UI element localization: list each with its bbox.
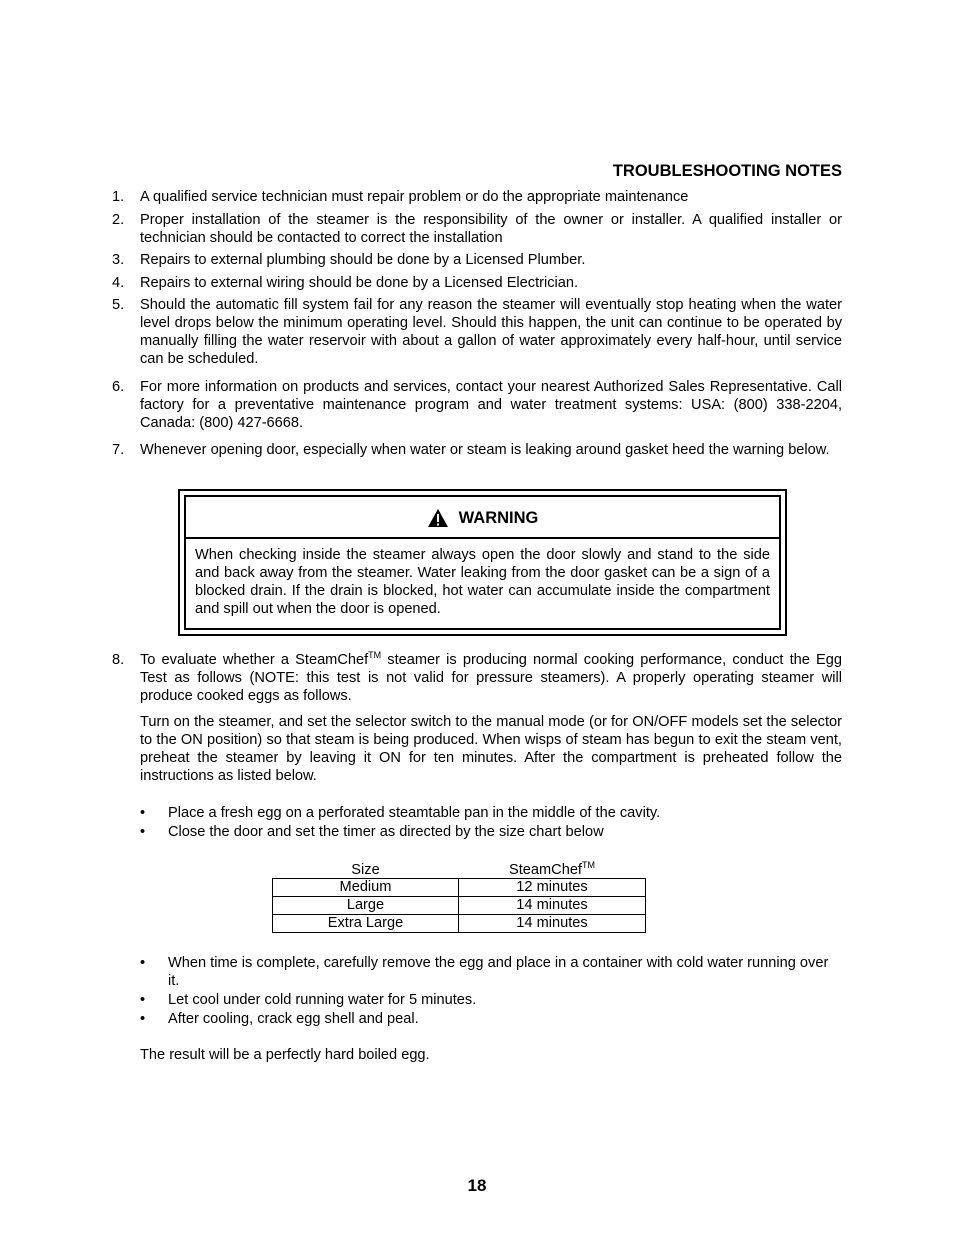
warning-inner-border — [184, 495, 781, 630]
egg-size-table — [272, 858, 646, 933]
list-item — [112, 274, 842, 292]
warning-header — [186, 497, 779, 539]
bullet-dot: • — [140, 824, 146, 840]
table-cell-size: Extra Large — [273, 915, 459, 933]
bullet-item — [140, 991, 842, 1009]
item-text: To evaluate whether a SteamChef™ steamer is producing normal cooking performance, conduct the Egg Test as follows (NOTE: this test is not valid for pressure steamers). A properly operating steamer will produce cooked eggs as follows. — [140, 650, 842, 704]
bullet-text: After cooling, crack egg shell and peal. — [168, 1011, 419, 1027]
item-number: 8. — [112, 652, 125, 668]
list-item — [112, 251, 842, 269]
bullet-text: Place a fresh egg on a perforated steamtable pan in the middle of the cavity. — [168, 805, 661, 821]
item-text: Repairs to external wiring should be done by a Licensed Electrician. — [140, 275, 579, 291]
item-number: 7. — [112, 442, 125, 458]
item-text: For more information on products and services, contact your nearest Authorized Sales Representative. Call factory for a preventative maintenance program and water treatment systems: USA: (800) 338-2204, Canada: (800) 427-6668. — [140, 379, 842, 431]
table-cell-size: Medium — [273, 879, 459, 897]
item-number: 4. — [112, 275, 125, 291]
list-item — [112, 441, 842, 459]
bullet-item — [140, 954, 842, 990]
table-cell-time: 14 minutes — [459, 915, 646, 933]
warning-triangle-icon — [427, 508, 449, 528]
table-cell-time: 12 minutes — [459, 879, 646, 897]
result-text: The result will be a perfectly hard boiled egg. — [140, 1047, 430, 1063]
item-text: A qualified service technician must repair problem or do the appropriate maintenance — [140, 189, 689, 205]
list-item — [112, 651, 842, 785]
bullet-dot: • — [140, 805, 146, 821]
bullet-text: When time is complete, carefully remove the egg and place in a container with cold water running over it. — [168, 955, 829, 989]
item-number: 6. — [112, 379, 125, 395]
item-number: 3. — [112, 252, 125, 268]
bullet-dot: • — [140, 992, 146, 1008]
item-text: Repairs to external plumbing should be done by a Licensed Plumber. — [140, 252, 586, 268]
bullet-item — [140, 1010, 842, 1028]
table-row — [273, 879, 646, 897]
table-header-steamchef: SteamChef™ — [508, 860, 595, 878]
bullet-dot: • — [140, 1011, 146, 1027]
table-row — [273, 915, 646, 933]
item-text: Proper installation of the steamer is the responsibility of the owner or installer. A qualified installer or technician should be contacted to correct the installation — [140, 212, 842, 246]
page-title: TROUBLESHOOTING NOTES — [612, 162, 842, 180]
item-text: Whenever opening door, especially when water or steam is leaking around gasket heed the warning below. — [140, 442, 830, 458]
list-item — [112, 378, 842, 432]
item-number: 5. — [112, 297, 125, 313]
page-number: 18 — [467, 1176, 487, 1195]
table-header-size: Size — [351, 862, 380, 878]
list-item — [112, 296, 842, 368]
bullet-text: Close the door and set the timer as directed by the size chart below — [168, 824, 604, 840]
item-number: 2. — [112, 212, 125, 228]
warning-title: WARNING — [458, 508, 539, 527]
table-cell-time: 14 minutes — [459, 897, 646, 915]
table-row — [273, 897, 646, 915]
list-item — [112, 188, 842, 206]
bullet-text: Let cool under cold running water for 5 minutes. — [168, 992, 477, 1008]
list-item — [112, 211, 842, 247]
table-cell-size: Large — [273, 897, 459, 915]
warning-box — [178, 489, 787, 636]
bullet-item — [140, 804, 842, 822]
bullet-item — [140, 823, 842, 841]
warning-body: When checking inside the steamer always open the door slowly and stand to the side and back away from the steamer. Water leaking from the door gasket can be a sign of a blocked drain. If the drain is blocked, hot water can accumulate inside the compartment and spill out when the door is opened. — [195, 547, 770, 617]
bullet-dot: • — [140, 955, 146, 971]
item-paragraph: Turn on the steamer, and set the selector switch to the manual mode (or for ON/OFF models set the selector to the ON position) so that steam is being produced. When wisps of steam has begun to exit the steam vent, preheat the steamer by leaving it ON for ten minutes. After the compartment is preheated follow the instructions as listed below. — [140, 714, 842, 784]
item-number: 1. — [112, 189, 125, 205]
item-text: Should the automatic fill system fail for any reason the steamer will eventually stop heating when the water level drops below the minimum operating level. Should this happen, the unit can continue to be operated by manually filling the water reservoir with about a gallon of water approximately every half-hour, until service can be scheduled. — [140, 297, 842, 367]
